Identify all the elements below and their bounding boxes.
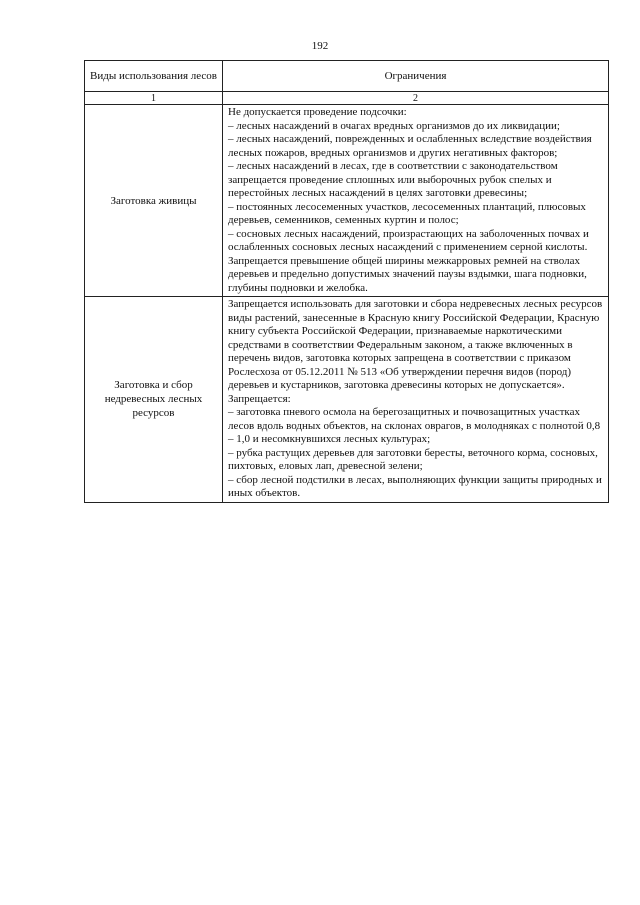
- header-usage-types: Виды использования лесов: [85, 61, 223, 92]
- usage-cell: Заготовка живицы: [85, 105, 223, 297]
- restrictions-cell: [223, 297, 609, 503]
- restriction-line: Запрещается использовать для заготовки и сбора недревесных лесных ресурсов виды растений, занесенные в Красную книгу Российской Федерации, Красную книгу субъекта Российской Федерации, признаваемые наркотическими средствами в соответствии Федеральным законом, а также включенных в перечень видов, заготовка которых запрещена в соответствии с приказом Рослесхоза от 05.12.2011 № 513 «Об утверждении перечня видов (пород) деревьев и кустарников, заготовка древесины которых не допускается».: [228, 298, 603, 391]
- restriction-line: – лесных насаждений, поврежденных и ослабленных вследствие воздействия лесных пожаров, вредных организмов и других негативных факторов;: [228, 133, 592, 159]
- restriction-line: – сбор лесной подстилки в лесах, выполняющих функции защиты природных и иных объектов.: [228, 473, 602, 499]
- header-row: [85, 61, 609, 92]
- restriction-line: – рубка растущих деревьев для заготовки бересты, веточного корма, сосновых, пихтовых, еловых лап, древесной зелени;: [228, 446, 598, 472]
- column-number-1: 1: [85, 92, 223, 105]
- restriction-line: – лесных насаждений в лесах, где в соответствии с законодательством запрещается проведение сплошных или выборочных рубок спелых и перестойных лесных насаждений в целях заготовки древесины;: [228, 160, 558, 199]
- restriction-line: Не допускается проведение подсочки:: [228, 106, 407, 118]
- restriction-line: Запрещается:: [228, 392, 291, 405]
- page-number: 192: [311, 40, 329, 52]
- restriction-line: – заготовка пневого осмола на берегозащитных и почвозащитных участках лесов вдоль водных объектов, на склонах оврагов, в молодняках с полнотой 0,8 – 1,0 и несомкнувшихся лесных культурах;: [228, 406, 601, 445]
- column-number-2: 2: [223, 92, 609, 105]
- restriction-line: – сосновых лесных насаждений, произрастающих на заболоченных почвах и ослабленных сосновых лесных насаждений с применением серной кислоты. Запрещается превышение общей ширины межкарровых ремней на стволах деревьев и предельно допустимых значений паузы вздымки, шага подновки, глубины подновки и желобка.: [228, 227, 589, 294]
- usage-cell: Заготовка и сбор недревесных лесных ресурсов: [85, 297, 223, 503]
- restriction-line: – лесных насаждений в очагах вредных организмов до их ликвидации;: [228, 119, 560, 132]
- restrictions-cell: [223, 105, 609, 297]
- restriction-line: – постоянных лесосеменных участков, лесосеменных плантаций, плюсовых деревьев, семенников, семенных куртин и полос;: [228, 200, 586, 226]
- table-row: [85, 105, 609, 297]
- header-restrictions: Ограничения: [223, 61, 609, 92]
- table-row: [85, 297, 609, 503]
- column-number-row: [85, 92, 609, 105]
- restrictions-table: [84, 60, 609, 503]
